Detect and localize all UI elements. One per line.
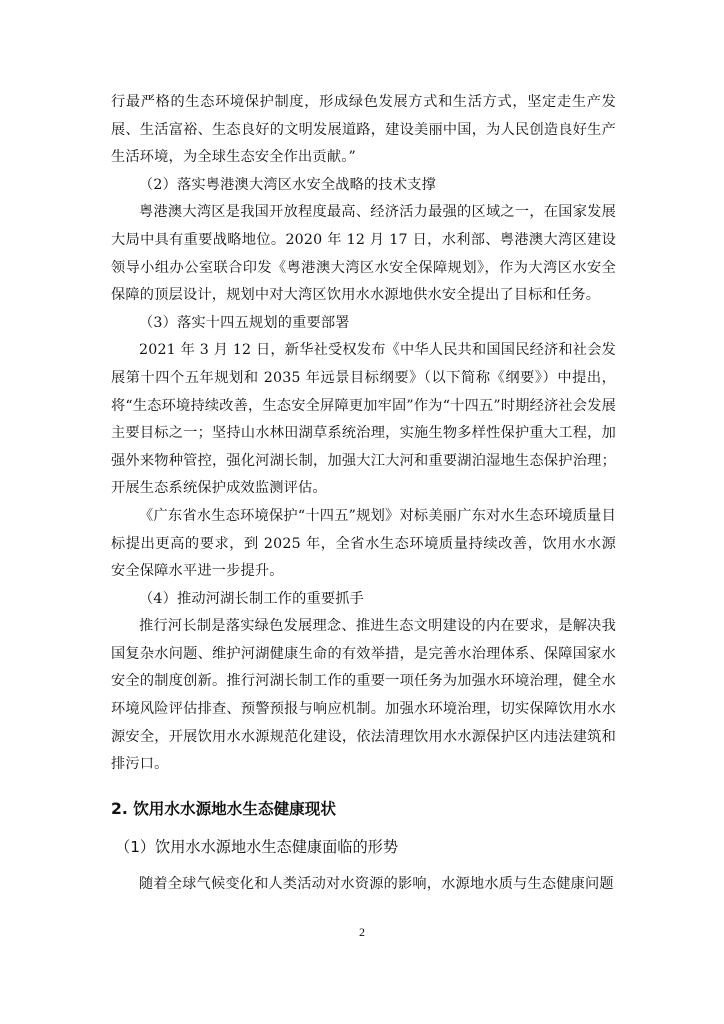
subsection-heading-4: （4）推动河湖长制工作的重要抓手 (139, 590, 365, 607)
paragraph-intro: 随着全球气候变化和人类活动对水资源的影响，水源地水质与生态健康问题 (139, 875, 614, 892)
paragraph-river-chief: 推行河长制是落实绿色发展理念、推进生态文明建设的内在要求，是解决我国复杂水问题、维护河湖健康生命的有效举措，是完善水治理体系、保障国家水安全的制度创新。推行河湖长制工作的重要一项任务为加强水环境治理，健全水环境风险评估排查、预警预报与响应机制。加强水环境治理，切实保障饮用水水源安全，开展饮用水水源规范化建设，依法清理饮用水水源保护区内违法建筑和排污口。 (111, 618, 616, 773)
section-heading: 2. 饮用水水源地水生态健康现状 (111, 799, 336, 818)
subsection-heading-2: （2）落实粤港澳大湾区水安全战略的技术支撑 (139, 176, 436, 193)
page-number: 2 (359, 925, 365, 939)
paragraph-guangdong-plan: 《广东省水生态环境保护“十四五”规划》对标美丽广东对水生态环境质量目标提出更高的要求，到 2025 年，全省水生态环境质量持续改善，饮用水水源安全保障水平进一步提升。 (111, 507, 616, 580)
paragraph-outline: 2021 年 3 月 12 日，新华社受权发布《中华人民共和国国民经济和社会发展第十四个五年规划和 2035 年远景目标纲要》（以下简称《纲要》）中提出，将“生态环境持续改善，生态安全屏障更加牢固”作为“十四五”时期经济社会发展主要目标之一；坚持山水林田湖草系统治理，实施生物多样性保护重大工程，加强外来物种管控，强化河湖长制，加强大江大河和重要湖泊湿地生态保护治理；开展生态系统保护成效监测评估。 (111, 342, 616, 497)
paragraph-continued: 行最严格的生态环境保护制度，形成绿色发展方式和生活方式，坚定走生产发展、生活富裕、生态良好的文明发展道路，建设美丽中国，为人民创造良好生产生活环境，为全球生态安全作出贡献。” (111, 94, 616, 166)
subsection-heading-3: （3）落实十四五规划的重要部署 (139, 314, 350, 331)
subsection-heading: （1）饮用水水源地水生态健康面临的形势 (115, 837, 399, 856)
paragraph-gba: 粤港澳大湾区是我国开放程度最高、经济活力最强的区域之一，在国家发展大局中具有重要战略地位。2020 年 12 月 17 日，水利部、粤港澳大湾区建设领导小组办公室联合印发《粤港澳大湾区水安全保障规划》，作为大湾区水安全保障的顶层设计，规划中对大湾区饮用水水源地供水安全提出了目标和任务。 (111, 204, 616, 304)
page-content (111, 89, 616, 898)
